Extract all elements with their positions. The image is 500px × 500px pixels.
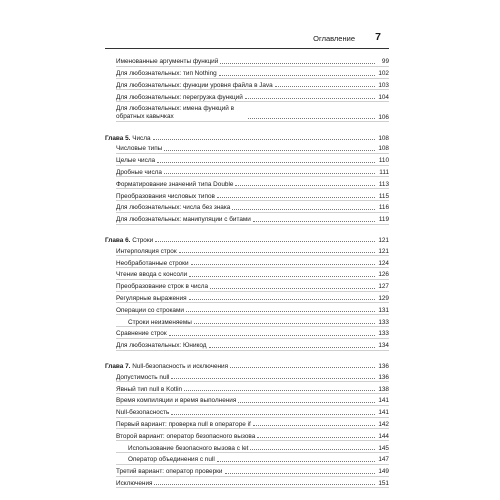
toc-entry-row xyxy=(105,102,389,121)
toc-entry-title: Для любознательных: Юникод xyxy=(116,342,207,350)
dot-leader xyxy=(230,366,375,368)
dot-leader xyxy=(186,310,375,312)
toc-entry-title: Преобразования числовых типов xyxy=(116,192,215,200)
toc-entry-page-number: 145 xyxy=(378,444,389,452)
toc-entry-title: Для любознательных: перегрузка функций xyxy=(116,93,243,101)
toc-entry-title: Чтение ввода с консоли xyxy=(116,271,188,279)
dot-leader xyxy=(157,161,375,163)
dot-leader xyxy=(238,401,375,403)
dot-leader xyxy=(171,413,375,415)
dot-leader xyxy=(169,334,375,336)
dot-leader xyxy=(245,97,375,99)
toc-entry-page-number: 127 xyxy=(378,283,389,291)
header-page-number: 7 xyxy=(375,31,381,43)
toc-chapter-row xyxy=(105,360,389,371)
dot-leader xyxy=(217,460,375,462)
toc-entry-page-number: 111 xyxy=(379,168,389,176)
chapter-heading xyxy=(105,363,228,370)
table-of-contents xyxy=(105,55,389,488)
toc-entry-row xyxy=(105,339,389,350)
toc-entry-title: Регулярные выражения xyxy=(116,294,187,302)
toc-entry-page-number: 144 xyxy=(378,432,389,440)
toc-entry-page-number: 133 xyxy=(378,330,389,338)
entry-separator xyxy=(116,350,389,351)
toc-entry-row xyxy=(105,429,389,440)
toc-entry-row xyxy=(105,154,389,165)
toc-entry-page-number: 115 xyxy=(378,192,389,200)
toc-entry-title: Целые числа xyxy=(116,157,156,165)
toc-entry-title: Исключения xyxy=(116,479,153,487)
toc-entry-row xyxy=(105,280,389,291)
toc-entry-row xyxy=(105,406,389,417)
toc-entry-title: Для любознательных: числа без знака xyxy=(116,204,231,212)
toc-entry-row xyxy=(105,166,389,177)
dot-leader xyxy=(189,298,375,300)
toc-entry-page-number: 110 xyxy=(378,157,389,165)
toc-entry-page-number: 113 xyxy=(378,180,389,188)
toc-entry-row xyxy=(105,55,389,66)
chapter-title: Строки xyxy=(132,236,154,244)
chapter-label: Глава 5. xyxy=(105,134,131,142)
toc-entry-page-number: 151 xyxy=(378,479,389,487)
toc-chapter-row xyxy=(105,131,389,142)
toc-entry-title: Строки неизменяемы xyxy=(128,318,192,326)
toc-entry-page-number: 138 xyxy=(378,385,389,393)
toc-entry-row xyxy=(105,142,389,153)
dot-leader xyxy=(275,85,375,87)
toc-entry-row xyxy=(105,303,389,314)
toc-entry-title: Третий вариант: оператор проверки xyxy=(116,468,223,476)
toc-entry-title: Второй вариант: оператор безопасного вызова xyxy=(116,432,256,440)
entry-separator xyxy=(116,224,389,225)
toc-entry-page-number: 108 xyxy=(378,145,389,153)
running-header xyxy=(105,32,389,49)
toc-entry-row xyxy=(105,418,389,429)
dot-leader xyxy=(257,436,375,438)
toc-entry-row xyxy=(105,177,389,188)
toc-entry-title: Именованные аргументы функций xyxy=(116,58,219,66)
toc-entry-title: Числовые типы xyxy=(116,145,163,153)
toc-entry-row xyxy=(105,292,389,303)
header-title: Оглавление xyxy=(313,34,355,43)
toc-entry-title: Операции со строками xyxy=(116,306,184,314)
toc-entry-row xyxy=(105,79,389,90)
toc-entry-row xyxy=(105,189,389,200)
toc-entry-page-number: 104 xyxy=(378,93,389,101)
toc-entry-page-number: 99 xyxy=(381,58,389,66)
toc-entry-row xyxy=(105,465,389,476)
toc-entry-page-number: 147 xyxy=(378,456,389,464)
toc-entry-row xyxy=(105,244,389,255)
toc-entry-page-number: 124 xyxy=(378,259,389,267)
toc-entry-row xyxy=(105,67,389,78)
toc-entry-page-number: 142 xyxy=(378,420,389,428)
toc-entry-row xyxy=(105,477,389,488)
toc-entry-page-number: 141 xyxy=(378,409,389,417)
dot-leader xyxy=(209,346,375,348)
toc-entry-title: Форматирование значений типа Double xyxy=(116,180,234,188)
entry-separator xyxy=(116,487,389,488)
toc-entry-title: Первый вариант: проверка null в операторе if xyxy=(116,420,251,428)
dot-leader xyxy=(235,184,375,186)
dot-leader xyxy=(153,138,375,140)
toc-entry-title: Время компиляции и время выполнения xyxy=(116,397,237,405)
dot-leader xyxy=(184,389,375,391)
dot-leader xyxy=(210,287,375,289)
toc-entry-title: Для любознательных: имена функций в обратных кавычках xyxy=(116,105,235,121)
toc-entry-page-number: 106 xyxy=(378,113,389,121)
toc-entry-title: Необработанные строки xyxy=(116,259,189,267)
toc-entry-page-number: 102 xyxy=(378,70,389,78)
chapter-page-number: 108 xyxy=(378,134,389,142)
toc-entry-page-number: 121 xyxy=(378,247,389,255)
toc-entry-page-number: 116 xyxy=(378,204,389,212)
toc-entry-row xyxy=(105,453,389,464)
toc-entry-title: Для любознательных: тип Nothing xyxy=(116,70,217,78)
toc-entry-page-number: 119 xyxy=(378,216,389,224)
chapter-label: Глава 7. xyxy=(105,362,131,370)
toc-entry-row xyxy=(105,394,389,405)
chapter-label: Глава 6. xyxy=(105,236,131,244)
dot-leader xyxy=(155,240,375,242)
dot-leader xyxy=(253,220,375,222)
toc-entry-row xyxy=(105,201,389,212)
toc-entry-page-number: 136 xyxy=(378,373,389,381)
dot-leader xyxy=(191,263,375,265)
toc-entry-title: Сравнение строк xyxy=(116,330,167,338)
toc-entry-page-number: 133 xyxy=(378,318,389,326)
toc-entry-page-number: 103 xyxy=(378,81,389,89)
dot-leader xyxy=(194,322,375,324)
toc-chapter-row xyxy=(105,234,389,245)
chapter-heading xyxy=(105,237,153,244)
toc-entry-row xyxy=(105,327,389,338)
toc-entry-row xyxy=(105,382,389,393)
toc-entry-title: Интерполяция строк xyxy=(116,247,177,255)
dot-leader xyxy=(164,172,375,174)
toc-entry-row xyxy=(105,315,389,326)
toc-entry-row xyxy=(105,256,389,267)
dot-leader xyxy=(171,377,375,379)
toc-entry-row xyxy=(105,213,389,224)
toc-entry-title: Допустимость null xyxy=(116,373,170,381)
toc-entry-title: Оператор объединения с null xyxy=(128,456,215,464)
dot-leader xyxy=(232,208,375,210)
toc-entry-page-number: 149 xyxy=(378,468,389,476)
dot-leader xyxy=(220,62,375,64)
toc-entry-row xyxy=(105,268,389,279)
toc-entry-title: Преобразование строк в числа xyxy=(116,283,209,291)
toc-entry-page-number: 134 xyxy=(378,342,389,350)
toc-entry-row xyxy=(105,90,389,101)
toc-entry-title: Для любознательных: манипуляции с битами xyxy=(116,216,251,224)
dot-leader xyxy=(225,472,376,474)
toc-entry-page-number: 131 xyxy=(378,306,389,314)
chapter-page-number: 136 xyxy=(378,362,389,370)
dot-leader xyxy=(217,196,375,198)
toc-entry-row xyxy=(105,370,389,381)
chapter-page-number: 121 xyxy=(378,236,389,244)
toc-entry-row xyxy=(105,441,389,452)
chapter-heading xyxy=(105,135,151,142)
entry-separator xyxy=(116,121,389,122)
chapter-title: Null-безопасность и исключения xyxy=(132,362,229,370)
dot-leader xyxy=(248,117,375,119)
dot-leader xyxy=(164,149,375,151)
toc-entry-page-number: 126 xyxy=(378,271,389,279)
toc-entry-page-number: 141 xyxy=(378,397,389,405)
toc-entry-title: Явный тип null в Kotlin xyxy=(116,385,183,393)
toc-entry-title: Для любознательных: функции уровня файла в Java xyxy=(116,81,273,89)
chapter-title: Числа xyxy=(132,134,151,142)
dot-leader xyxy=(189,275,375,277)
dot-leader xyxy=(179,251,375,253)
toc-entry-title: Дробные числа xyxy=(116,168,162,176)
dot-leader xyxy=(154,483,375,485)
toc-entry-page-number: 129 xyxy=(378,294,389,302)
dot-leader xyxy=(250,448,375,450)
dot-leader xyxy=(219,74,375,76)
toc-entry-title: Null-безопасность xyxy=(116,409,170,417)
dot-leader xyxy=(253,424,375,426)
toc-entry-title: Использование безопасного вызова с let xyxy=(128,444,249,452)
